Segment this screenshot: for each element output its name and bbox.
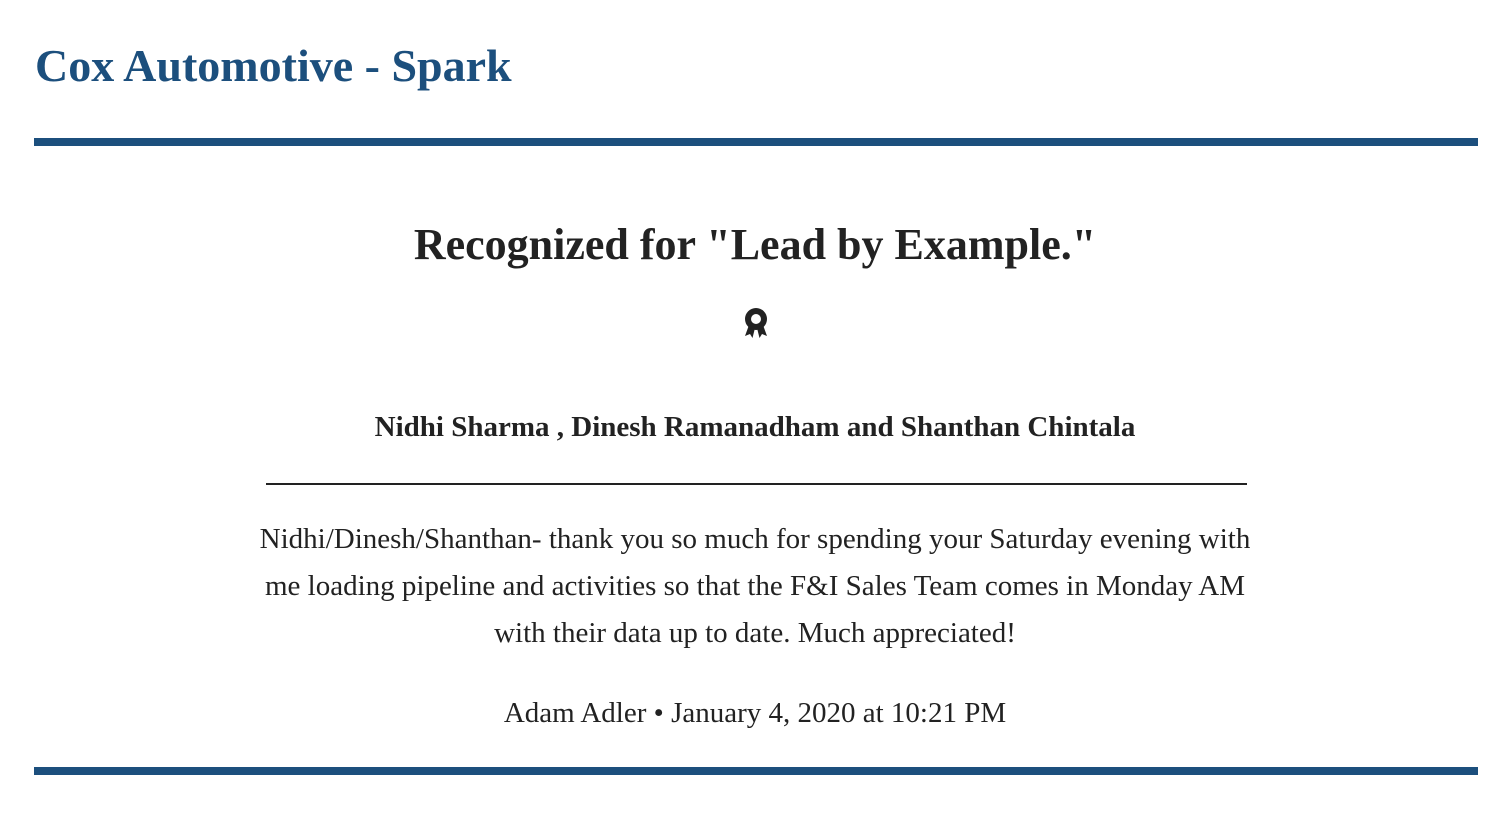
brand-title: Cox Automotive - Spark [35,40,512,91]
content-divider [266,483,1247,485]
byline-separator: • [653,697,664,729]
award-ribbon-icon [743,307,769,339]
byline [0,694,1504,732]
footer-divider [34,767,1478,775]
recipients: Nidhi Sharma , Dinesh Ramanadham and Shanthan Chintala [374,411,1136,443]
recognition-message: Nidhi/Dinesh/Shanthan- thank you so much for spending your Saturday evening with me loading pipeline and activities so that the F&I Sales Team comes in Monday AM with their data up to date. Much appreciated! [259,523,1251,649]
recognition-heading: Recognized for "Lead by Example." [413,220,1097,269]
header-divider [34,138,1478,146]
author-name: Adam Adler [503,697,647,729]
timestamp: January 4, 2020 at 10:21 PM [671,697,1007,729]
